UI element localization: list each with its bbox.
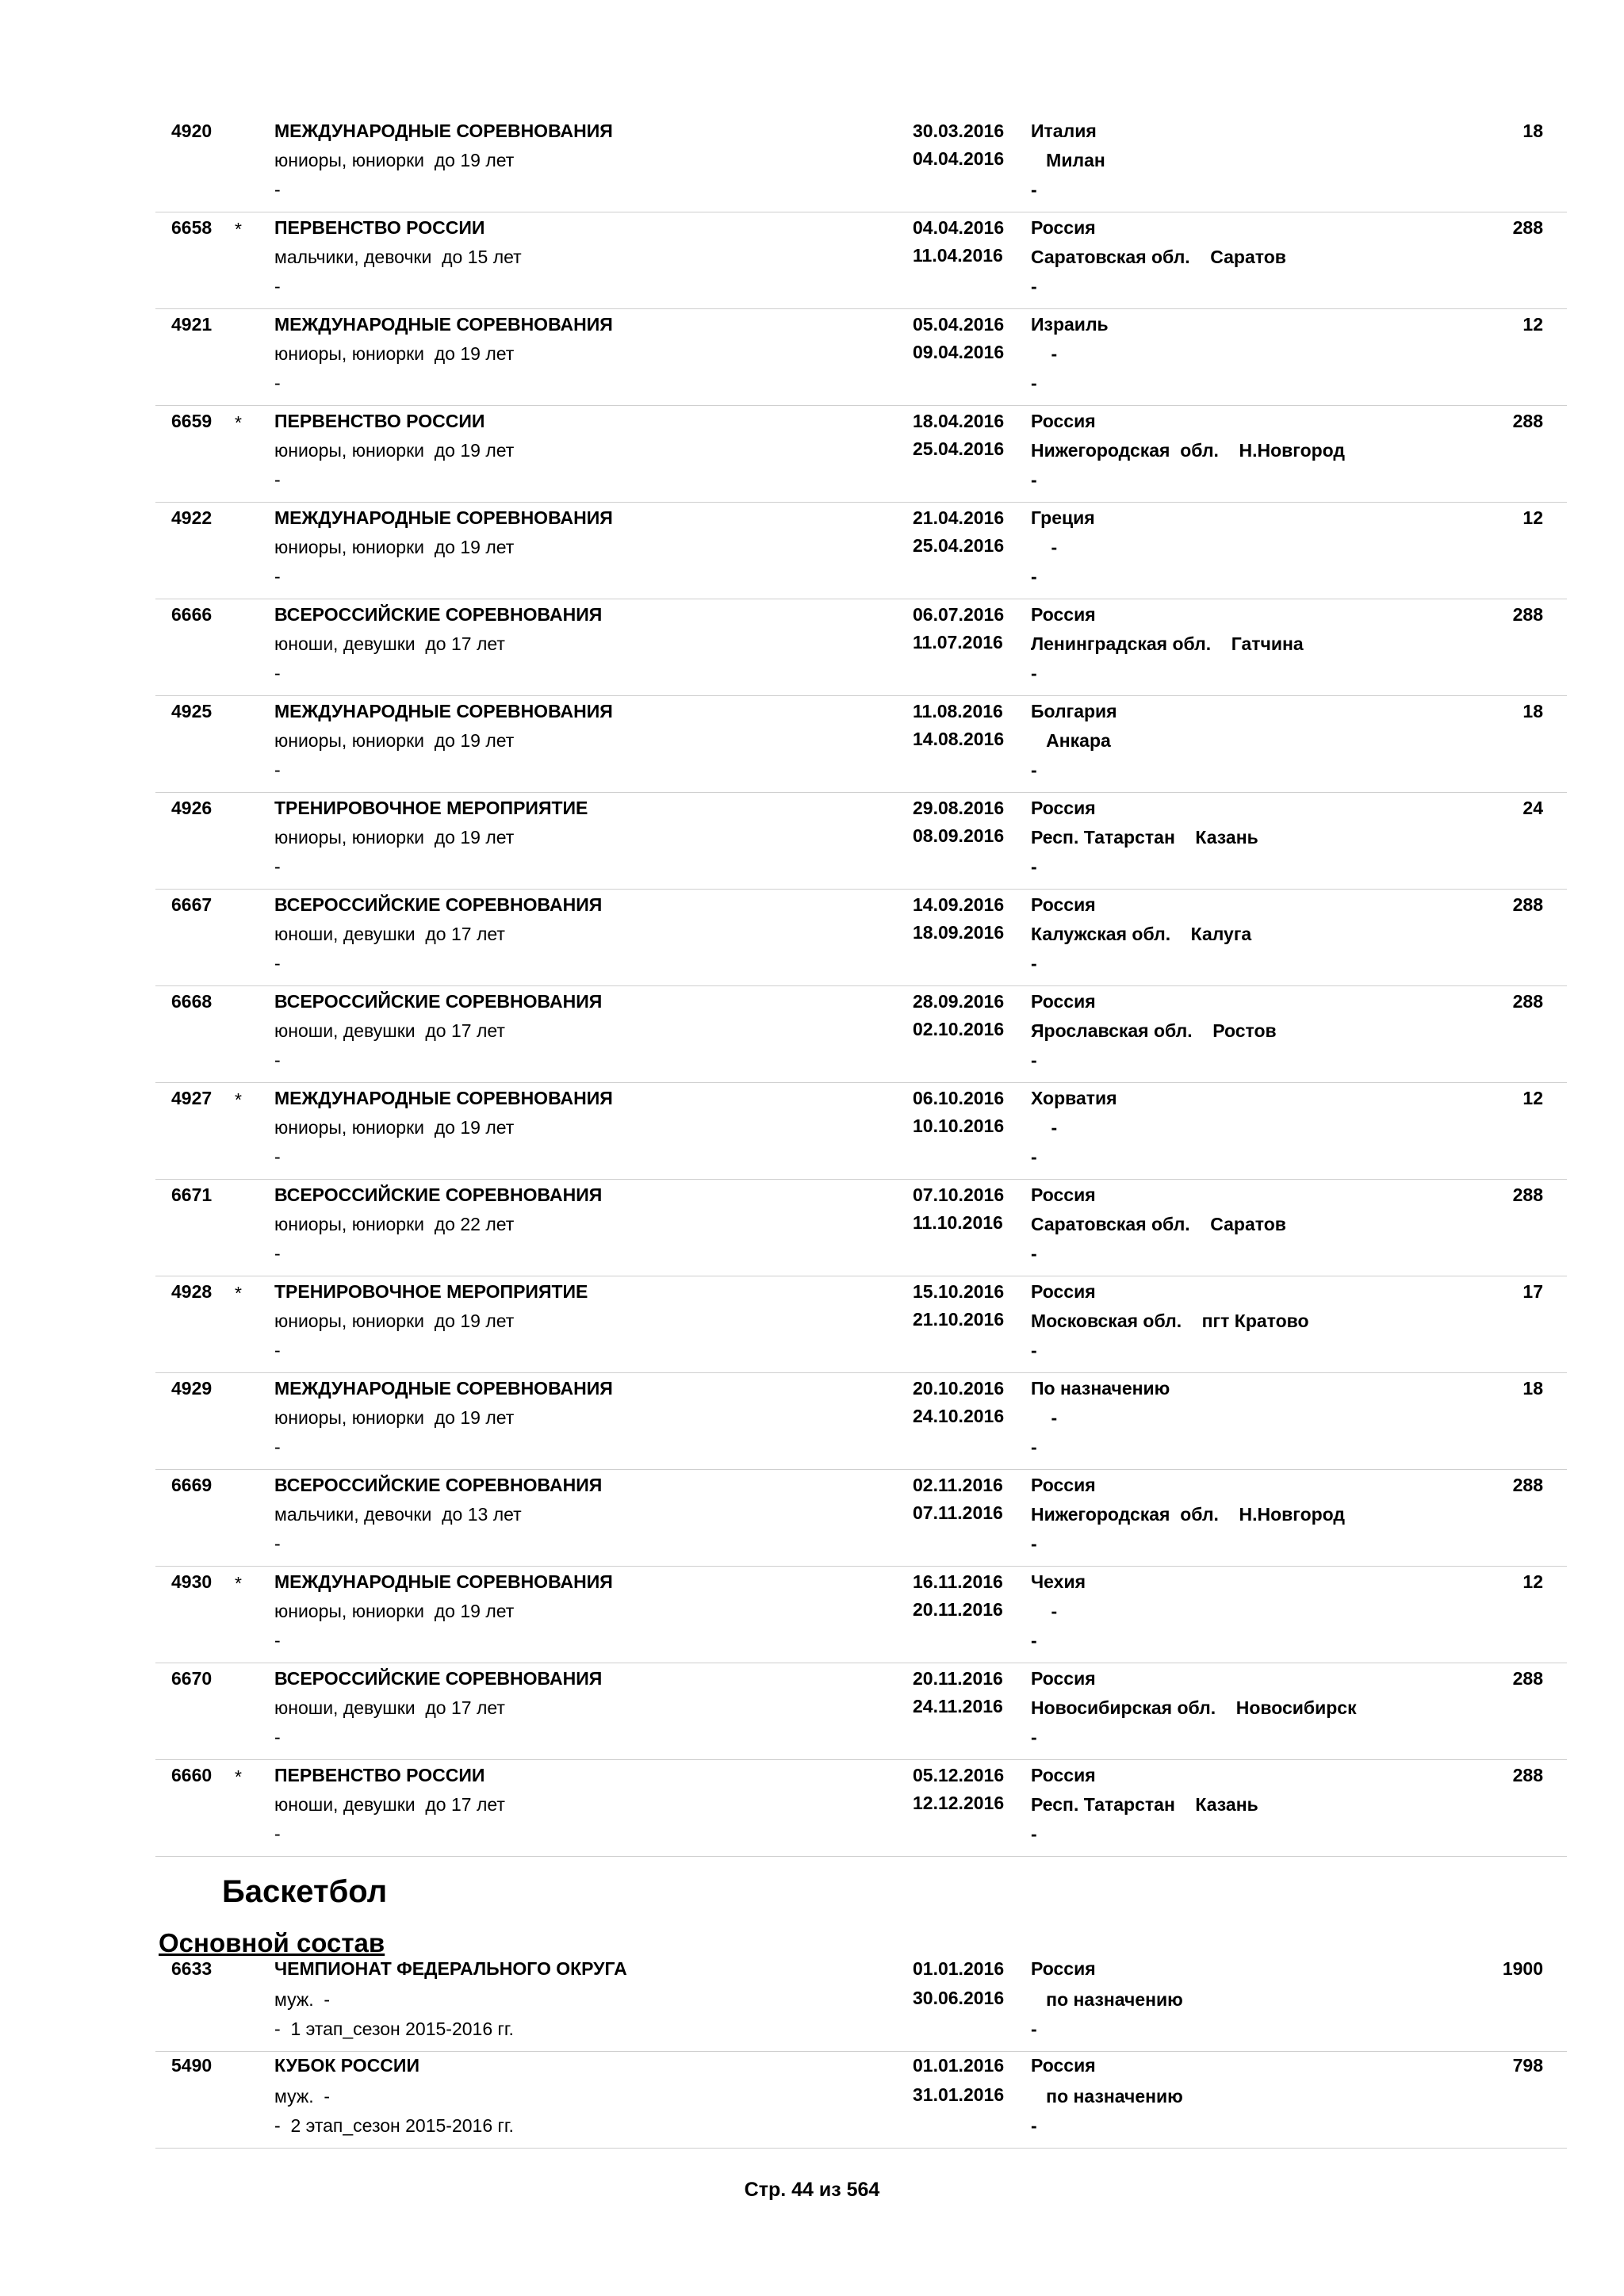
- event-participant-count: 288: [1512, 1475, 1543, 1495]
- event-participants: юниоры, юниорки до 19 лет: [274, 1407, 515, 1428]
- event-date-start: 21.04.2016: [913, 507, 1005, 528]
- event-title: ВСЕРОССИЙСКИЕ СОРЕВНОВАНИЯ: [274, 1668, 603, 1689]
- event-title: ВСЕРОССИЙСКИЕ СОРЕВНОВАНИЯ: [274, 894, 603, 915]
- priority-star: *: [235, 219, 242, 239]
- event-participants: юниоры, юниорки до 19 лет: [274, 537, 515, 557]
- event-location-note: -: [1031, 179, 1037, 200]
- document-page: [155, 116, 1567, 2149]
- event-date-end: 21.10.2016: [913, 1309, 1005, 1330]
- event-participant-count: 288: [1512, 1765, 1543, 1785]
- event-note: -: [274, 469, 281, 490]
- event-title: ВСЕРОССИЙСКИЕ СОРЕВНОВАНИЯ: [274, 604, 603, 625]
- event-participants: юноши, девушки до 17 лет: [274, 1020, 505, 1041]
- event-location-note: -: [1031, 469, 1037, 490]
- event-date-start: 14.09.2016: [913, 894, 1005, 915]
- event-date-start: 29.08.2016: [913, 798, 1005, 818]
- event-participant-count: 12: [1522, 314, 1543, 335]
- event-title: МЕЖДУНАРОДНЫЕ СОРЕВНОВАНИЯ: [274, 1088, 613, 1108]
- event-country: Россия: [1031, 2055, 1096, 2076]
- event-date-end: 10.10.2016: [913, 1115, 1005, 1136]
- event-list: [155, 116, 1567, 1857]
- event-date-start: 16.11.2016: [913, 1571, 1003, 1592]
- event-title: МЕЖДУНАРОДНЫЕ СОРЕВНОВАНИЯ: [274, 507, 613, 528]
- event-participant-count: 17: [1522, 1281, 1543, 1302]
- event-participant-count: 288: [1512, 1184, 1543, 1205]
- event-note: -: [274, 1243, 281, 1264]
- event-participant-count: 798: [1512, 2055, 1543, 2076]
- event-location-note: -: [1031, 1823, 1037, 1844]
- event-note: -: [274, 1630, 281, 1651]
- event-date-start: 06.07.2016: [913, 604, 1005, 625]
- event-row: [155, 1180, 1567, 1276]
- event-id: 6671: [171, 1184, 213, 1205]
- event-date-end: 20.11.2016: [913, 1599, 1003, 1620]
- event-row: [155, 1663, 1567, 1760]
- event-participants: муж. -: [274, 1989, 331, 2010]
- event-row: [155, 1567, 1567, 1663]
- event-note: -: [274, 1146, 281, 1167]
- section-title: [155, 1857, 1567, 1927]
- event-date-start: 06.10.2016: [913, 1088, 1005, 1108]
- event-country: Израиль: [1031, 314, 1109, 335]
- event-country: Россия: [1031, 798, 1096, 818]
- event-date-end: 04.04.2016: [913, 148, 1005, 169]
- event-row: [155, 1760, 1567, 1857]
- event-date-start: 11.08.2016: [913, 701, 1003, 721]
- event-country: Россия: [1031, 1475, 1096, 1495]
- event-note: -: [274, 373, 281, 393]
- event-date-end: 31.01.2016: [913, 2084, 1005, 2105]
- event-row: [155, 116, 1567, 212]
- event-note: - 1 этап_сезон 2015-2016 гг.: [274, 2019, 514, 2039]
- event-date-end: 12.12.2016: [913, 1793, 1005, 1813]
- event-date-start: 20.11.2016: [913, 1668, 1003, 1689]
- event-row: [155, 309, 1567, 406]
- event-country: Болгария: [1031, 701, 1117, 721]
- event-row: [155, 503, 1567, 599]
- section-subtitle: [155, 1927, 1567, 1955]
- event-location: -: [1031, 1601, 1058, 1621]
- event-title: МЕЖДУНАРОДНЫЕ СОРЕВНОВАНИЯ: [274, 1571, 613, 1592]
- event-participants: юниоры, юниорки до 19 лет: [274, 440, 515, 461]
- event-country: Россия: [1031, 1281, 1096, 1302]
- event-participants: юниоры, юниорки до 19 лет: [274, 1311, 515, 1331]
- event-participants: юниоры, юниорки до 19 лет: [274, 343, 515, 364]
- event-note: -: [274, 1823, 281, 1844]
- event-title: МЕЖДУНАРОДНЫЕ СОРЕВНОВАНИЯ: [274, 701, 613, 721]
- event-country: Россия: [1031, 1184, 1096, 1205]
- event-date-start: 02.11.2016: [913, 1475, 1003, 1495]
- event-date-start: 01.01.2016: [913, 2055, 1005, 2076]
- event-note: -: [274, 1727, 281, 1747]
- event-title: ТРЕНИРОВОЧНОЕ МЕРОПРИЯТИЕ: [274, 1281, 588, 1302]
- event-id: 4922: [171, 507, 213, 528]
- event-location: Нижегородская обл. Н.Новгород: [1031, 440, 1346, 461]
- sport-title: Баскетбол: [222, 1874, 388, 1909]
- section-event-list: [155, 1955, 1567, 2149]
- event-location: -: [1031, 537, 1058, 557]
- event-date-start: 20.10.2016: [913, 1378, 1005, 1399]
- priority-star: *: [235, 1089, 242, 1110]
- event-location-note: -: [1031, 1340, 1037, 1360]
- event-participant-count: 288: [1512, 411, 1543, 431]
- event-participant-count: 12: [1522, 1571, 1543, 1592]
- event-location-note: -: [1031, 856, 1037, 877]
- event-row: [155, 1083, 1567, 1180]
- event-country: Россия: [1031, 991, 1096, 1012]
- event-note: -: [274, 1050, 281, 1070]
- event-date-start: 01.01.2016: [913, 1958, 1005, 1979]
- event-participants: юниоры, юниорки до 19 лет: [274, 150, 515, 170]
- event-note: -: [274, 760, 281, 780]
- event-date-end: 09.04.2016: [913, 342, 1005, 362]
- event-country: По назначению: [1031, 1378, 1170, 1399]
- event-date-end: 24.11.2016: [913, 1696, 1003, 1716]
- event-date-start: 05.12.2016: [913, 1765, 1005, 1785]
- event-id: 4925: [171, 701, 213, 721]
- event-country: Хорватия: [1031, 1088, 1117, 1108]
- event-participant-count: 18: [1522, 1378, 1543, 1399]
- event-location: по назначению: [1031, 1989, 1183, 2010]
- event-date-end: 30.06.2016: [913, 1988, 1005, 2008]
- event-location-note: -: [1031, 566, 1037, 587]
- event-row: [155, 1470, 1567, 1567]
- event-participants: мальчики, девочки до 13 лет: [274, 1504, 522, 1525]
- event-country: Италия: [1031, 121, 1097, 141]
- event-title: ТРЕНИРОВОЧНОЕ МЕРОПРИЯТИЕ: [274, 798, 588, 818]
- event-country: Чехия: [1031, 1571, 1086, 1592]
- event-date-end: 25.04.2016: [913, 535, 1005, 556]
- event-location-note: -: [1031, 663, 1037, 683]
- event-location-note: -: [1031, 1630, 1037, 1651]
- event-participant-count: 18: [1522, 121, 1543, 141]
- event-row: [155, 696, 1567, 793]
- event-id: 6660: [171, 1765, 213, 1785]
- event-location-note: -: [1031, 2019, 1037, 2039]
- event-participant-count: 288: [1512, 991, 1543, 1012]
- event-participants: муж. -: [274, 2086, 331, 2107]
- event-title: ЧЕМПИОНАТ ФЕДЕРАЛЬНОГО ОКРУГА: [274, 1958, 627, 1979]
- event-title: МЕЖДУНАРОДНЫЕ СОРЕВНОВАНИЯ: [274, 121, 613, 141]
- event-row: [155, 1955, 1567, 2052]
- event-note: -: [274, 856, 281, 877]
- event-note: -: [274, 1340, 281, 1360]
- event-date-end: 11.04.2016: [913, 245, 1003, 266]
- event-location-note: -: [1031, 1727, 1037, 1747]
- event-location: Респ. Татарстан Казань: [1031, 827, 1258, 848]
- event-participant-count: 1900: [1502, 1958, 1543, 1979]
- event-participants: юниоры, юниорки до 22 лет: [274, 1214, 515, 1234]
- event-date-end: 11.07.2016: [913, 632, 1003, 652]
- event-location-note: -: [1031, 953, 1037, 974]
- event-location: Нижегородская обл. Н.Новгород: [1031, 1504, 1346, 1525]
- event-location-note: -: [1031, 1243, 1037, 1264]
- event-country: Россия: [1031, 1958, 1096, 1979]
- event-note: - 2 этап_сезон 2015-2016 гг.: [274, 2115, 514, 2136]
- event-location: Милан: [1031, 150, 1105, 170]
- event-title: КУБОК РОССИИ: [274, 2055, 419, 2076]
- event-title: ПЕРВЕНСТВО РОССИИ: [274, 217, 485, 238]
- event-country: Россия: [1031, 411, 1096, 431]
- event-location: Ленинградская обл. Гатчина: [1031, 633, 1304, 654]
- event-location-note: -: [1031, 1437, 1037, 1457]
- event-id: 6658: [171, 217, 213, 238]
- event-participants: юноши, девушки до 17 лет: [274, 1794, 505, 1815]
- event-participants: юноши, девушки до 17 лет: [274, 1697, 505, 1718]
- event-id: 6659: [171, 411, 213, 431]
- priority-star: *: [235, 1766, 242, 1787]
- event-row: [155, 2052, 1567, 2149]
- event-location-note: -: [1031, 1146, 1037, 1167]
- priority-star: *: [235, 412, 242, 433]
- event-participants: юниоры, юниорки до 19 лет: [274, 1117, 515, 1138]
- event-participant-count: 12: [1522, 507, 1543, 528]
- event-note: -: [274, 179, 281, 200]
- event-participant-count: 18: [1522, 701, 1543, 721]
- event-title: МЕЖДУНАРОДНЫЕ СОРЕВНОВАНИЯ: [274, 314, 613, 335]
- event-date-end: 02.10.2016: [913, 1019, 1005, 1039]
- event-participants: мальчики, девочки до 15 лет: [274, 247, 522, 267]
- event-id: 6670: [171, 1668, 213, 1689]
- event-date-start: 28.09.2016: [913, 991, 1005, 1012]
- event-title: ВСЕРОССИЙСКИЕ СОРЕВНОВАНИЯ: [274, 1475, 603, 1495]
- event-participants: юноши, девушки до 17 лет: [274, 924, 505, 944]
- event-participants: юниоры, юниорки до 19 лет: [274, 1601, 515, 1621]
- event-row: [155, 599, 1567, 696]
- event-row: [155, 1276, 1567, 1373]
- event-date-start: 07.10.2016: [913, 1184, 1005, 1205]
- event-country: Россия: [1031, 894, 1096, 915]
- event-id: 6668: [171, 991, 213, 1012]
- event-date-start: 30.03.2016: [913, 121, 1005, 141]
- team-subtitle: Основной состав: [159, 1928, 385, 1957]
- event-title: ПЕРВЕНСТВО РОССИИ: [274, 1765, 485, 1785]
- event-date-end: 18.09.2016: [913, 922, 1005, 943]
- event-location: Ярославская обл. Ростов: [1031, 1020, 1277, 1041]
- event-row: [155, 1373, 1567, 1470]
- event-country: Россия: [1031, 604, 1096, 625]
- event-location: Анкара: [1031, 730, 1111, 751]
- event-participant-count: 24: [1522, 798, 1543, 818]
- event-location: Саратовская обл. Саратов: [1031, 1214, 1286, 1234]
- event-date-start: 15.10.2016: [913, 1281, 1005, 1302]
- event-id: 6667: [171, 894, 213, 915]
- event-note: -: [274, 1437, 281, 1457]
- event-row: [155, 890, 1567, 986]
- event-title: ВСЕРОССИЙСКИЕ СОРЕВНОВАНИЯ: [274, 991, 603, 1012]
- event-date-end: 24.10.2016: [913, 1406, 1005, 1426]
- event-location: -: [1031, 1117, 1058, 1138]
- event-title: МЕЖДУНАРОДНЫЕ СОРЕВНОВАНИЯ: [274, 1378, 613, 1399]
- event-row: [155, 793, 1567, 890]
- event-row: [155, 406, 1567, 503]
- event-location-note: -: [1031, 1533, 1037, 1554]
- event-id: 4927: [171, 1088, 213, 1108]
- event-participant-count: 288: [1512, 217, 1543, 238]
- event-participant-count: 288: [1512, 894, 1543, 915]
- event-date-end: 08.09.2016: [913, 825, 1005, 846]
- event-participants: юниоры, юниорки до 19 лет: [274, 730, 515, 751]
- event-location-note: -: [1031, 760, 1037, 780]
- event-title: ВСЕРОССИЙСКИЕ СОРЕВНОВАНИЯ: [274, 1184, 603, 1205]
- event-country: Греция: [1031, 507, 1095, 528]
- event-date-start: 18.04.2016: [913, 411, 1005, 431]
- event-participant-count: 12: [1522, 1088, 1543, 1108]
- page-number: Стр. 44 из 564: [744, 2179, 880, 2201]
- priority-star: *: [235, 1283, 242, 1303]
- event-location-note: -: [1031, 1050, 1037, 1070]
- event-id: 4926: [171, 798, 213, 818]
- event-location: -: [1031, 343, 1058, 364]
- priority-star: *: [235, 1573, 242, 1594]
- event-id: 4930: [171, 1571, 213, 1592]
- event-location: Московская обл. пгт Кратово: [1031, 1311, 1309, 1331]
- event-date-end: 07.11.2016: [913, 1502, 1003, 1523]
- event-country: Россия: [1031, 1765, 1096, 1785]
- event-date-start: 04.04.2016: [913, 217, 1005, 238]
- event-note: -: [274, 1533, 281, 1554]
- event-date-start: 05.04.2016: [913, 314, 1005, 335]
- event-location: по назначению: [1031, 2086, 1183, 2107]
- event-note: -: [274, 276, 281, 297]
- event-title: ПЕРВЕНСТВО РОССИИ: [274, 411, 485, 431]
- event-id: 4928: [171, 1281, 213, 1302]
- event-id: 4921: [171, 314, 213, 335]
- event-row: [155, 986, 1567, 1083]
- event-id: 4920: [171, 121, 213, 141]
- event-date-end: 25.04.2016: [913, 438, 1005, 459]
- event-location-note: -: [1031, 373, 1037, 393]
- event-location: Респ. Татарстан Казань: [1031, 1794, 1258, 1815]
- event-location-note: -: [1031, 276, 1037, 297]
- event-location: Саратовская обл. Саратов: [1031, 247, 1286, 267]
- event-participants: юниоры, юниорки до 19 лет: [274, 827, 515, 848]
- event-date-end: 11.10.2016: [913, 1212, 1003, 1233]
- event-country: Россия: [1031, 1668, 1096, 1689]
- event-id: 5490: [171, 2055, 213, 2076]
- event-id: 6669: [171, 1475, 213, 1495]
- event-participants: юноши, девушки до 17 лет: [274, 633, 505, 654]
- event-date-end: 14.08.2016: [913, 729, 1005, 749]
- event-location: Новосибирская обл. Новосибирск: [1031, 1697, 1357, 1718]
- event-row: [155, 212, 1567, 309]
- event-note: -: [274, 566, 281, 587]
- event-participant-count: 288: [1512, 604, 1543, 625]
- event-country: Россия: [1031, 217, 1096, 238]
- event-id: 6633: [171, 1958, 213, 1979]
- event-location: -: [1031, 1407, 1058, 1428]
- event-id: 4929: [171, 1378, 213, 1399]
- event-note: -: [274, 663, 281, 683]
- event-participant-count: 288: [1512, 1668, 1543, 1689]
- event-id: 6666: [171, 604, 213, 625]
- event-location-note: -: [1031, 2115, 1037, 2136]
- event-note: -: [274, 953, 281, 974]
- event-location: Калужская обл. Калуга: [1031, 924, 1252, 944]
